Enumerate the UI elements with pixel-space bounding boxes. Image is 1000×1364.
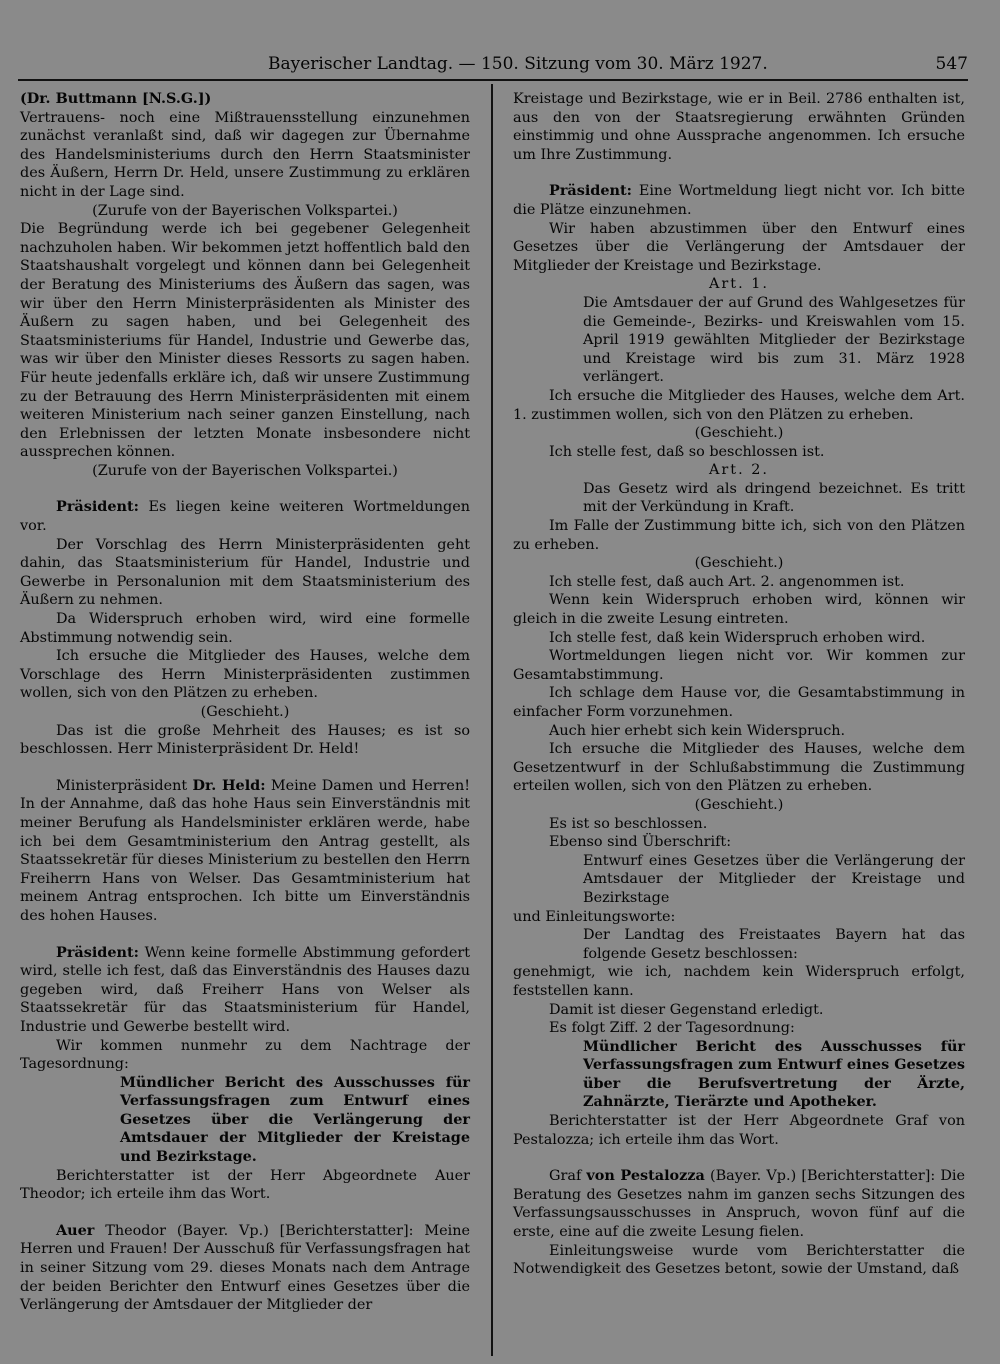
paragraph: Auch hier erhebt sich kein Widerspruch. <box>549 722 846 739</box>
agenda-item: Mündlicher Bericht des Ausschusses für Verfassungsfragen zum Entwurf eines Gesetzes über die Verlängerung der Amtsdauer der Mitglieder der Kreistage und Bezirkstage. <box>120 1073 470 1166</box>
paragraph <box>20 944 470 1037</box>
article-heading: Art. 1. <box>709 276 769 293</box>
speaker-name: Dr. Held: <box>192 776 266 794</box>
paragraph: Wortmeldungen liegen nicht vor. Wir kommen zur Gesamtabstimmung. <box>513 648 965 683</box>
paragraph <box>20 498 470 535</box>
paragraph: Berichterstatter ist der Herr Abgeordnete Graf von Pestalozza; ich erteile ihm das Wort. <box>513 1113 965 1148</box>
header-rule <box>18 79 968 81</box>
running-title: Bayerischer Landtag. — 150. Sitzung vom 30. März 1927. <box>268 54 768 74</box>
interjection: (Zurufe von der Bayerischen Volkspartei.) <box>92 462 398 479</box>
paragraph: und Einleitungsworte: <box>513 908 676 925</box>
paragraph: Ich stelle fest, daß so beschlossen ist. <box>549 443 825 460</box>
speaker-role: Graf <box>549 1168 582 1185</box>
speaker-name: von Pestalozza <box>586 1167 705 1185</box>
paragraph: Wir kommen nunmehr zu dem Nachtrage der Tagesordnung: <box>20 1037 470 1073</box>
speech-text: Es liegen keine weiteren Wortmeldungen vor. <box>20 499 471 535</box>
paragraph: Im Falle der Zustimmung bitte ich, sich von den Plätzen zu erheben. <box>513 518 965 553</box>
speaker-name: Präsident: <box>549 182 632 200</box>
agenda-item: Mündlicher Bericht des Ausschusses für Verfassungsfragen zum Entwurf eines Gesetzes über die Berufsvertretung der Ärzte, Zahnärzte, Tierärzte und Apotheker. <box>583 1037 965 1111</box>
paragraph: Es ist so beschlossen. <box>549 815 708 832</box>
interjection: (Zurufe von der Bayerischen Volkspartei.) <box>92 202 398 219</box>
paragraph: Ich ersuche die Mitglieder des Hauses, welche dem Art. 1. zustimmen wollen, sich von den Plätzen zu erheben. <box>513 387 965 423</box>
column-divider <box>491 84 493 1356</box>
interjection: (Geschieht.) <box>694 555 784 572</box>
article-heading: Art. 2. <box>709 462 769 479</box>
paragraph: Wir haben abzustimmen über den Entwurf eines Gesetzes über die Verlängerung der Amtsdauer der Mitglieder der Kreistage und Bezirkstage. <box>513 220 965 274</box>
paragraph: Ich schlage dem Hause vor, die Gesamtabstimmung in einfacher Form vorzunehmen. <box>513 685 965 720</box>
page-number: 547 <box>935 54 968 74</box>
speech-text: Theodor (Bayer. Vp.) [Berichterstatter]: Meine Herren und Frauen! Der Ausschuß für Verfassungsfragen hat in seiner Sitzung vom 29. dieses Monats nach dem Antrage der beiden Berichter den Entwurf eines Gesetzes über die Verlängerung der Amtsdauer der Mitglieder der <box>20 1222 471 1314</box>
page-header <box>18 50 968 78</box>
speaker-continuation: (Dr. Buttmann [N.S.G.]) <box>20 90 212 107</box>
paragraph: Ich ersuche die Mitglieder des Hauses, welche dem Vorschlage des Herrn Ministerpräsidenten zustimmen wollen, sich von den Plätzen zu erheben. <box>20 648 470 702</box>
speaker-role: Ministerpräsident <box>56 777 188 794</box>
paragraph: Das ist die große Mehrheit des Hauses; es ist so beschlossen. Herr Ministerpräsident Dr. Held! <box>20 722 470 758</box>
speaker-name: Präsident: <box>56 498 139 516</box>
paragraph: Ich ersuche die Mitglieder des Hauses, welche dem Gesetzentwurf in der Schlußabstimmung die Zustimmung erteilen wollen, sich von den Plätzen zu erheben. <box>513 741 965 795</box>
paragraph: Ich stelle fest, daß auch Art. 2. angenommen ist. <box>549 573 905 590</box>
paragraph: Es folgt Ziff. 2 der Tagesordnung: <box>549 1020 795 1037</box>
article-text: Die Amtsdauer der auf Grund des Wahlgesetzes für die Gemeinde-, Bezirks- und Kreiswahlen vom 15. April 1919 gewählten Mitglieder der Bezirkstage und Kreistage wird bis zum 31. März 1928 verlängert. <box>583 294 965 386</box>
paragraph: Vertrauens- noch eine Mißtrauensstellung einzunehmen zunächst veranlaßt sind, daß wir dagegen zur Übernahme des Handelsministeriums durch den Herrn Staatsminister des Äußern, Herrn Dr. Held, unsere Zustimmung zu erklären nicht in der Lage sind. <box>20 109 470 200</box>
speech-text: Wenn keine formelle Abstimmung gefordert wird, stelle ich fest, daß das Einverständnis des Hauses dazu gegeben wird, daß Freiherr Hans von Welser als Staatssekretär für das Staatsministerium für Handel, Industrie und Gewerbe bestellt wird. <box>20 944 471 1035</box>
interjection: (Geschieht.) <box>200 704 290 720</box>
right-column <box>513 90 965 1279</box>
paragraph: Damit ist dieser Gegenstand erledigt. <box>549 1001 824 1018</box>
paragraph: Wenn kein Widerspruch erhoben wird, können wir gleich in die zweite Lesung eintreten. <box>513 592 965 628</box>
speaker-name: Auer <box>56 1221 95 1239</box>
paragraph <box>513 182 965 219</box>
interjection: (Geschieht.) <box>694 796 784 813</box>
paragraph: genehmigt, wie ich, nachdem kein Widerspruch erfolgt, feststellen kann. <box>513 964 965 999</box>
paragraph: Der Vorschlag des Herrn Ministerpräsidenten geht dahin, das Staatsministerium für Handel, Industrie und Gewerbe in Personalunion mit dem Staatsministerium des Äußern zu nehmen. <box>20 536 470 609</box>
law-preamble: Der Landtag des Freistaates Bayern hat das folgende Gesetz beschlossen: <box>583 927 965 962</box>
paragraph: Ebenso sind Überschrift: <box>549 834 732 851</box>
law-title: Entwurf eines Gesetzes über die Verlängerung der Amtsdauer der Mitglieder der Kreistage und Bezirkstage <box>583 852 965 906</box>
left-column <box>20 90 470 1315</box>
speaker-name: Präsident: <box>56 943 139 961</box>
article-text: Das Gesetz wird als dringend bezeichnet. Es tritt mit der Verkündung in Kraft. <box>583 480 965 516</box>
speech-text: (Bayer. Vp.) [Berichterstatter]: Die Beratung des Gesetzes nahm im ganzen sechs Sitzungen des Verfassungsausschusses in Anspruch, wovon fünf auf die erste, eine auf die zweite Lesung fielen. <box>513 1168 965 1241</box>
speech-text: Eine Wortmeldung liegt nicht vor. Ich bitte die Plätze einzunehmen. <box>513 183 966 218</box>
paragraph: Die Begründung werde ich bei gegebener Gelegenheit nachzuholen haben. Wir bekommen jetzt hoffentlich bald den Staatshaushalt vorgelegt und können dann bei Gelegenheit der Beratung des Ministeriums des Äußern das sagen, was wir über den Herrn Ministerpräsidenten als Minister des Äußern zu sagen haben, und bei Gelegenheit des Staatsministeriums für Handel, Industrie und Gewerbe das, was wir über den Minister dieses Ressorts zu sagen haben. Für heute jedenfalls erkläre ich, daß wir unsere Zustimmung zu der Betrauung des Herrn Ministerpräsidenten mit einem weiteren Ministerium nach seiner ganzen Einstellung, nach den Erlebnissen der letzten Monate insbesondere nicht aussprechen können. <box>20 221 470 461</box>
interjection: (Geschieht.) <box>694 425 784 442</box>
paragraph <box>20 777 470 926</box>
paragraph <box>513 1167 965 1241</box>
paragraph: Kreistage und Bezirkstage, wie er in Beil. 2786 enthalten ist, aus den von der Staatsregierung erwähnten Gründen einstimmig und ohne Aussprache angenommen. Ich ersuche um Ihre Zustimmung. <box>513 91 965 163</box>
paragraph: Da Widerspruch erhoben wird, wird eine formelle Abstimmung notwendig sein. <box>20 611 470 646</box>
paragraph <box>20 1222 470 1315</box>
paragraph: Berichterstatter ist der Herr Abgeordnete Auer Theodor; ich erteile ihm das Wort. <box>20 1167 470 1203</box>
paragraph: Einleitungsweise wurde vom Berichterstatter die Notwendigkeit des Gesetzes betont, sowie der Umstand, daß <box>513 1242 965 1278</box>
paragraph: Ich stelle fest, daß kein Widerspruch erhoben wird. <box>549 629 926 646</box>
speech-text: Meine Damen und Herren! In der Annahme, daß das hohe Haus sein Einverständnis mit meiner Berufung als Handelsminister erklären werde, habe ich bei dem Gesamtministerium den Antrag gestellt, als Staatssekretär für dieses Ministerium zu bestellen den Herrn Freiherrn Hans von Welser. Das Gesamtministerium hat meinem Antrag entsprochen. Ich bitte um Einverständnis des hohen Hauses. <box>20 777 470 924</box>
